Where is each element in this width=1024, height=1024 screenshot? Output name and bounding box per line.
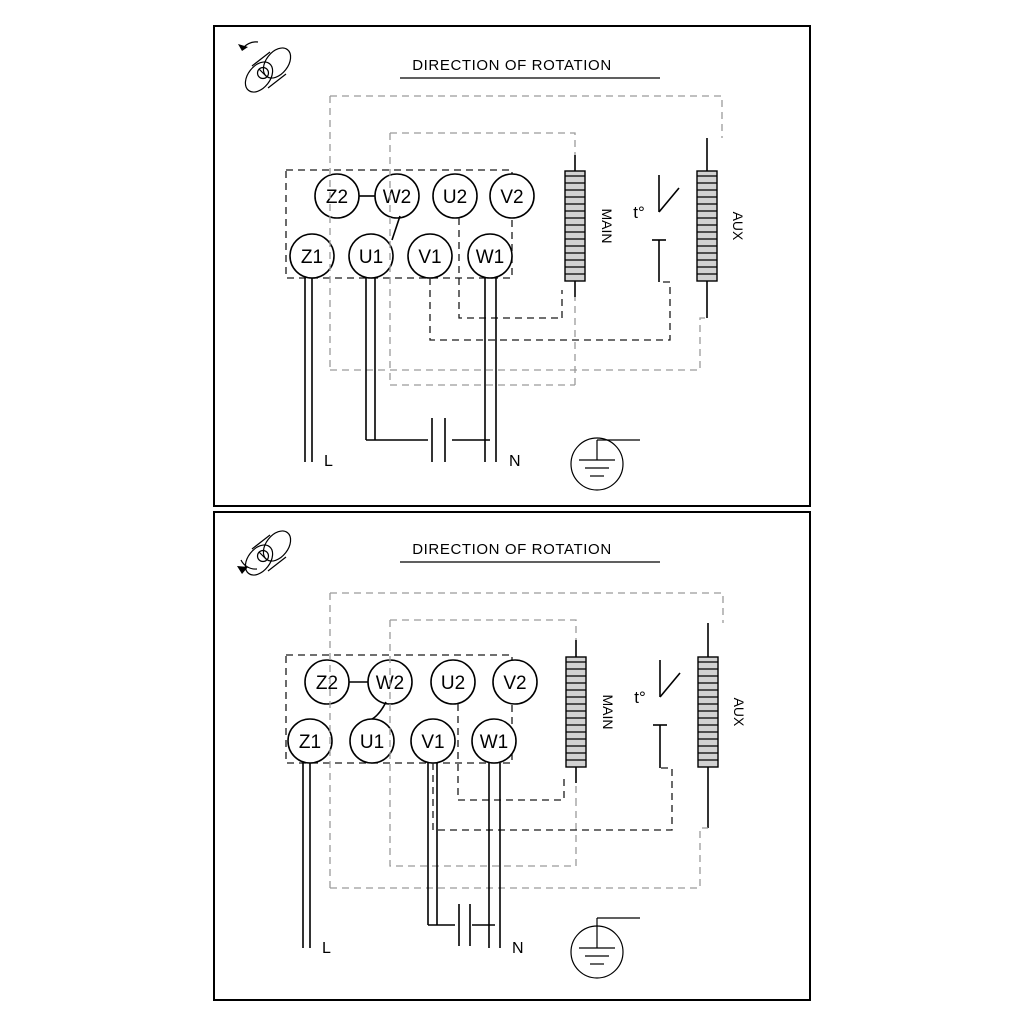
coil-main-top: [565, 155, 615, 297]
coil-aux-label-bottom: AUX: [731, 697, 747, 727]
thermal-switch-bottom: [634, 660, 680, 768]
terminal-W1-bottom: W1: [479, 732, 509, 753]
terminal-Z1-bottom: Z1: [298, 732, 322, 753]
terminal-U2-top: U2: [442, 187, 468, 208]
terminal-W2-bottom: W2: [375, 673, 405, 694]
earth-ground-icon-top: [571, 438, 640, 490]
motor-shaft-ccw-icon: [238, 42, 296, 97]
coil-aux-bottom: [698, 623, 747, 828]
terminal-U1-top: U1: [358, 247, 384, 268]
earth-ground-icon-bottom: [571, 918, 640, 978]
terminal-Z1-top: Z1: [300, 247, 324, 268]
terminal-V1-top: V1: [418, 247, 442, 268]
panel-top: [238, 42, 746, 490]
terminal-Z2-top: Z2: [325, 187, 349, 208]
line-label-L-top: L: [324, 453, 333, 470]
capacitor-icon-top: [366, 418, 490, 462]
rotation-title-bottom: DIRECTION OF ROTATION: [412, 541, 612, 558]
panel-bottom: [237, 526, 747, 978]
coil-aux-top: [697, 138, 746, 318]
terminal-W2-top: W2: [382, 187, 412, 208]
terminal-W1-top: W1: [475, 247, 505, 268]
coil-main-bottom: [566, 640, 616, 783]
terminal-V2-top: V2: [500, 187, 524, 208]
line-label-N-bottom: N: [512, 940, 524, 957]
line-label-N-top: N: [509, 453, 521, 470]
terminal-V1-bottom: V1: [421, 732, 445, 753]
coil-main-label-top: MAIN: [599, 208, 615, 244]
terminal-Z2-bottom: Z2: [315, 673, 339, 694]
terminal-V2-bottom: V2: [503, 673, 527, 694]
line-label-L-bottom: L: [322, 940, 331, 957]
motor-shaft-cw-icon: [237, 526, 296, 580]
coil-aux-label-top: AUX: [730, 211, 746, 241]
capacitor-icon-bottom: [428, 904, 495, 946]
terminal-U1-bottom: U1: [359, 732, 385, 753]
thermal-switch-label-top: t°: [633, 203, 645, 222]
rotation-title-top: DIRECTION OF ROTATION: [412, 57, 612, 74]
thermal-switch-top: [633, 175, 679, 282]
thermal-switch-label-bottom: t°: [634, 688, 646, 707]
terminal-U2-bottom: U2: [440, 673, 466, 694]
coil-main-label-bottom: MAIN: [600, 694, 616, 730]
